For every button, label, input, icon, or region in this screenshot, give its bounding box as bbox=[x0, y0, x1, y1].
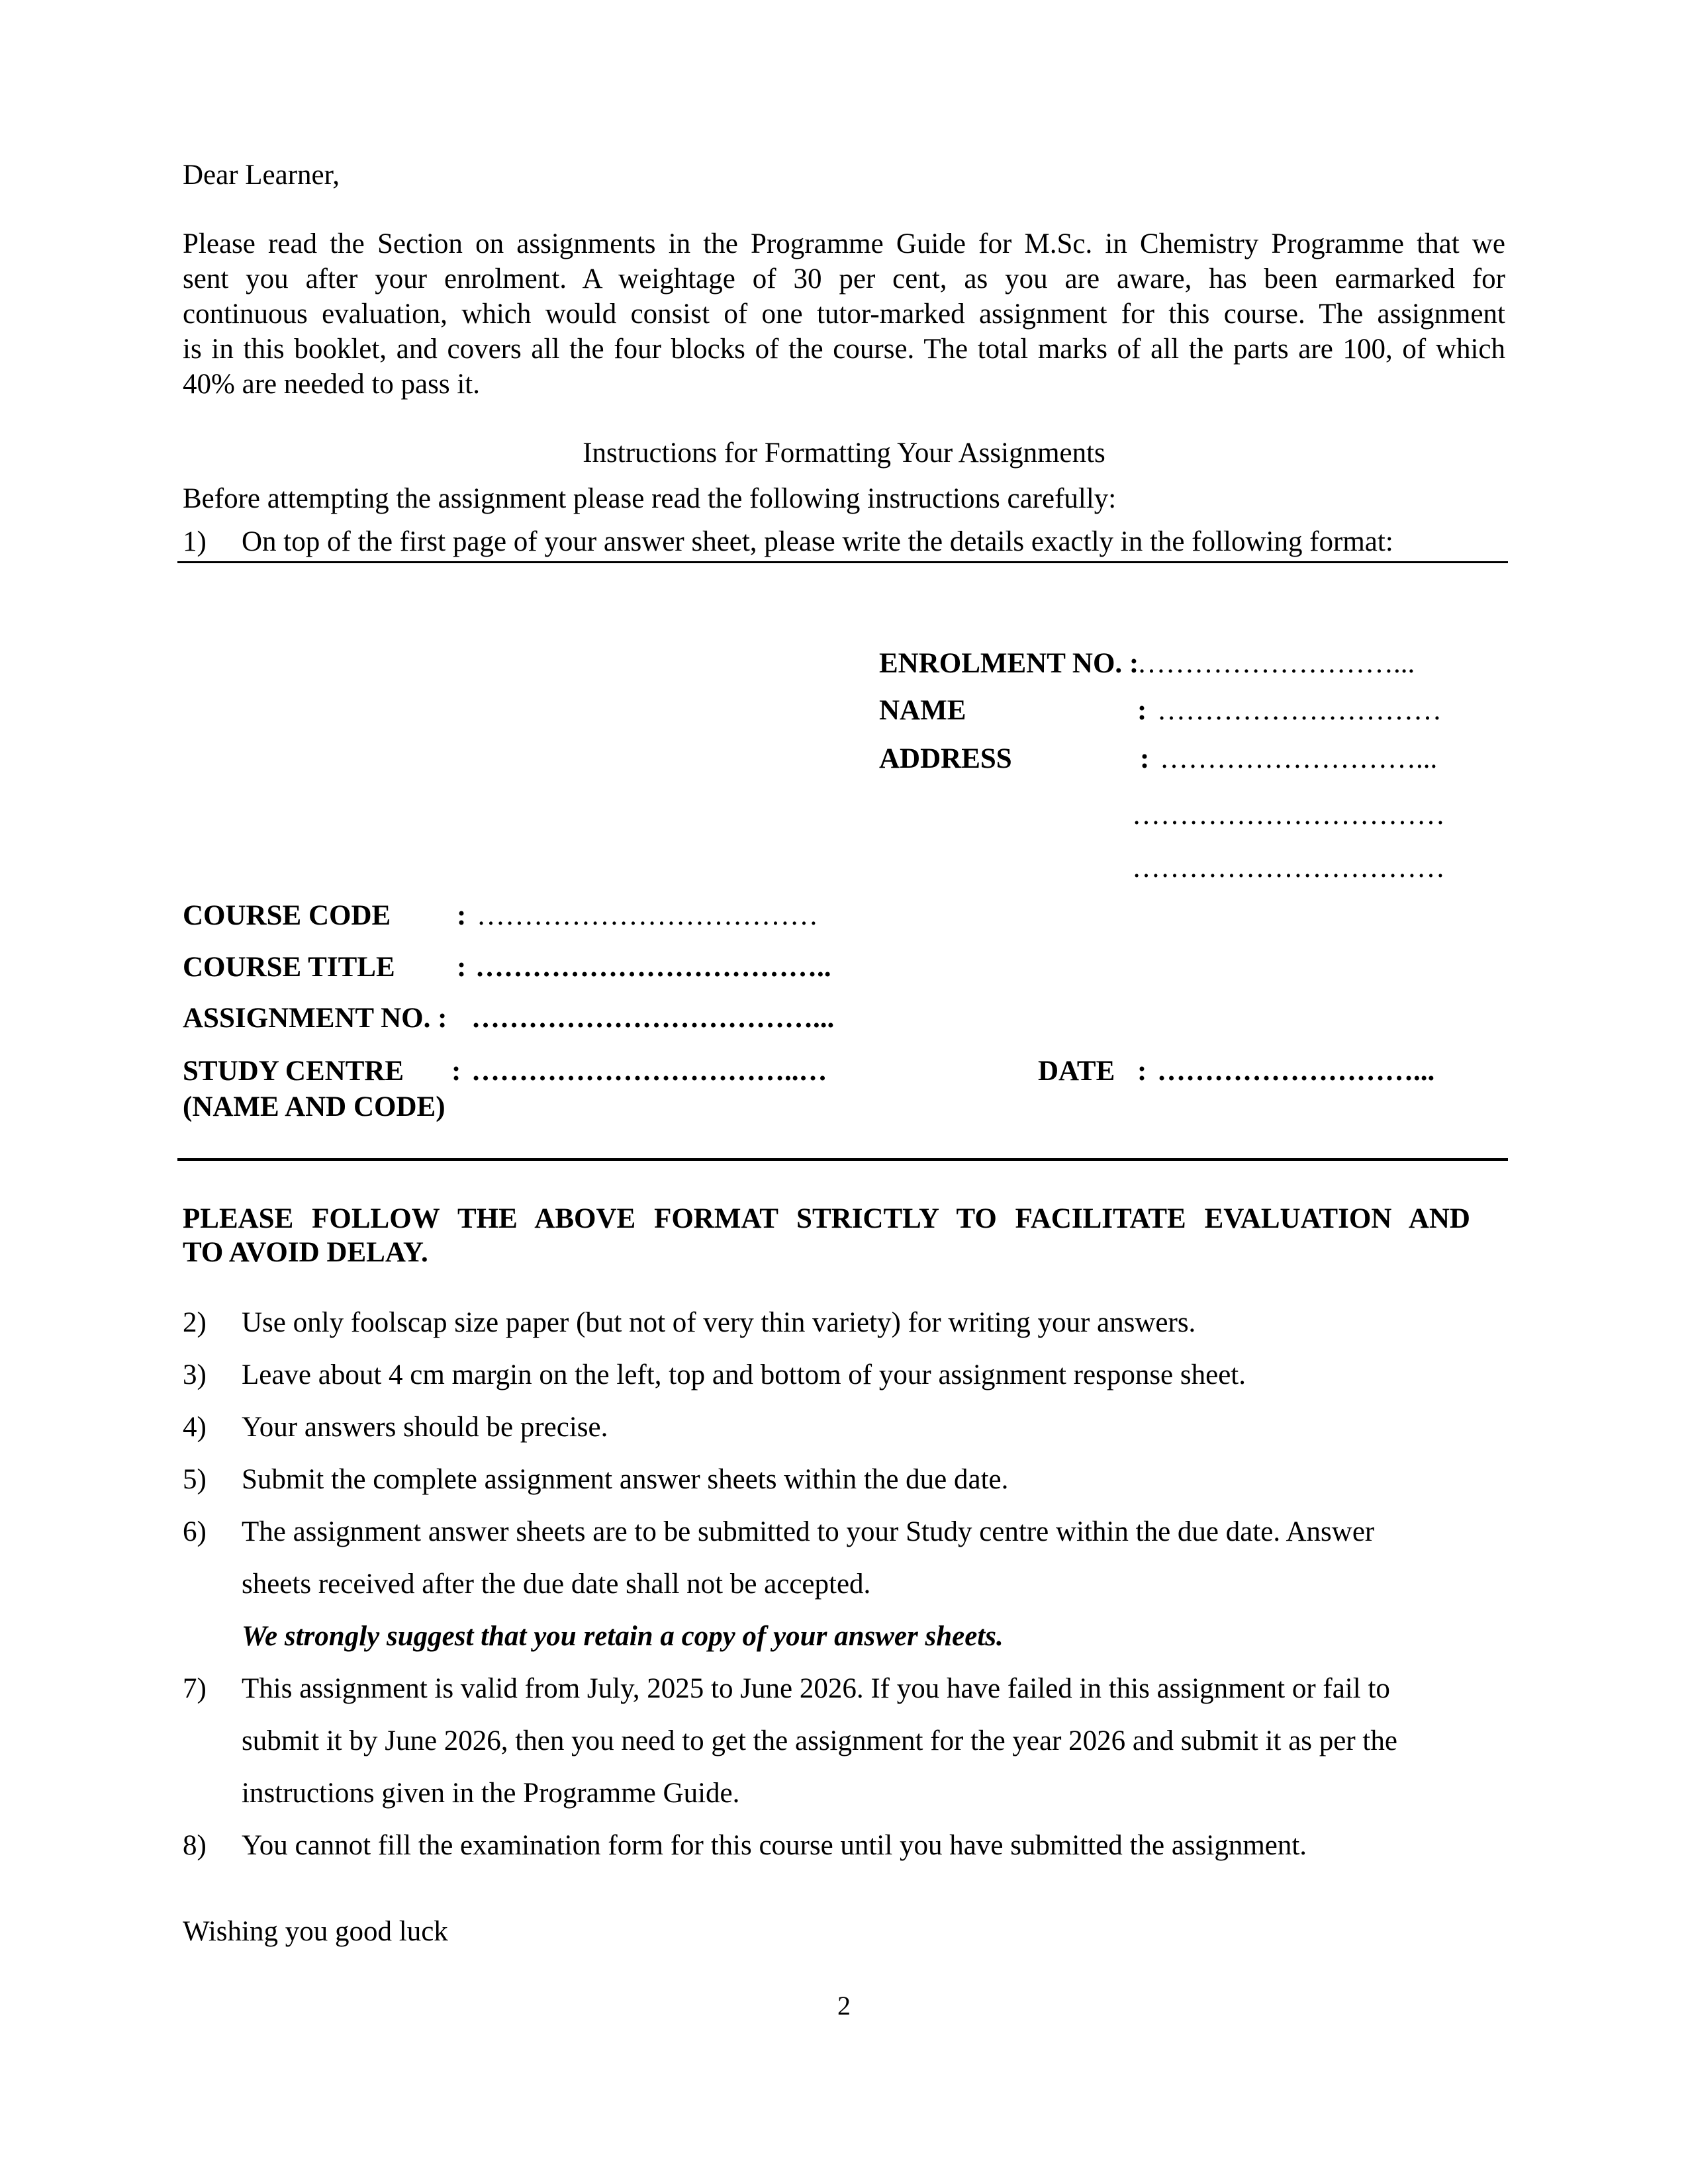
address-dots: ………………………... bbox=[1160, 743, 1438, 774]
study-centre-sep: : bbox=[451, 1056, 461, 1087]
item-2-text: Use only foolscap size paper (but not of very thin variety) for writing your answers. bbox=[242, 1307, 1196, 1338]
course-title-label: COURSE TITLE bbox=[183, 952, 395, 983]
form-bottom-rule bbox=[177, 1158, 1508, 1161]
enrolment-label: ENROLMENT NO. : bbox=[879, 648, 1139, 679]
item-2-number: 2) bbox=[183, 1307, 207, 1338]
item-6-text: The assignment answer sheets are to be submitted to your Study centre within the due date. Answer bbox=[242, 1516, 1375, 1547]
enrolment-dots: ………………………... bbox=[1137, 648, 1415, 679]
address-sep: : bbox=[1140, 743, 1150, 774]
item-6-emphasis: We strongly suggest that you retain a copy of your answer sheets. bbox=[242, 1621, 1004, 1652]
course-title-dots: ……………………………….. bbox=[475, 952, 831, 983]
item-8-number: 8) bbox=[183, 1830, 207, 1861]
date-label: DATE bbox=[1038, 1056, 1115, 1087]
item-5-number: 5) bbox=[183, 1464, 207, 1495]
assignment-no-dots: ………………………………... bbox=[471, 1003, 835, 1034]
item-5-text: Submit the complete assignment answer sheets within the due date. bbox=[242, 1464, 1009, 1495]
form-top-rule bbox=[177, 561, 1508, 563]
item-4-text: Your answers should be precise. bbox=[242, 1412, 608, 1443]
name-dots: ………………………… bbox=[1157, 695, 1442, 726]
intro-line-1: Please read the Section on assignments in the Programme Guide for M.Sc. in Chemistry Programme that we bbox=[183, 228, 1505, 259]
item-7-number: 7) bbox=[183, 1673, 207, 1704]
intro-line-3: continuous evaluation, which would consist of one tutor-marked assignment for this course. The assignment bbox=[183, 298, 1505, 330]
name-label: NAME bbox=[879, 695, 966, 726]
study-centre-dots: ……………………………..… bbox=[471, 1056, 827, 1087]
page-number: 2 bbox=[837, 1991, 851, 2021]
item-6-number: 6) bbox=[183, 1516, 207, 1547]
name-sep: : bbox=[1137, 695, 1147, 726]
intro-line-4: is in this booklet, and covers all the four blocks of the course. The total marks of all the parts are 100, of which bbox=[183, 334, 1505, 365]
instructions-heading: Instructions for Formatting Your Assignments bbox=[583, 437, 1105, 469]
date-dots: ………………………... bbox=[1157, 1056, 1435, 1087]
course-code-label: COURSE CODE bbox=[183, 900, 391, 931]
item-3-text: Leave about 4 cm margin on the left, top and bottom of your assignment response sheet. bbox=[242, 1359, 1246, 1390]
notice-line-1: PLEASE FOLLOW THE ABOVE FORMAT STRICTLY TO FACILITATE EVALUATION AND bbox=[183, 1203, 1470, 1234]
address-line-2: …………………………… bbox=[1132, 799, 1445, 831]
study-centre-sublabel: (NAME AND CODE) bbox=[183, 1091, 445, 1122]
course-code-sep: : bbox=[457, 900, 467, 931]
course-title-sep: : bbox=[457, 952, 467, 983]
address-line-3: …………………………… bbox=[1132, 852, 1445, 884]
item-7-text-line-3: instructions given in the Programme Guide. bbox=[242, 1778, 740, 1809]
assignment-no-label: ASSIGNMENT NO. : bbox=[183, 1003, 447, 1034]
instructions-lead: Before attempting the assignment please read the following instructions carefully: bbox=[183, 483, 1117, 514]
intro-line-2: sent you after your enrolment. A weightage of 30 per cent, as you are aware, has been earmarked for bbox=[183, 263, 1505, 295]
item-3-number: 3) bbox=[183, 1359, 207, 1390]
salutation: Dear Learner, bbox=[183, 159, 340, 191]
item-8-text: You cannot fill the examination form for this course until you have submitted the assignment. bbox=[242, 1830, 1307, 1861]
item-1-number: 1) bbox=[183, 526, 207, 557]
item-7-text: This assignment is valid from July, 2025 to June 2026. If you have failed in this assignment or fail to bbox=[242, 1673, 1390, 1704]
item-1-text: On top of the first page of your answer sheet, please write the details exactly in the following format: bbox=[242, 526, 1393, 557]
address-label: ADDRESS bbox=[879, 743, 1012, 774]
study-centre-label: STUDY CENTRE bbox=[183, 1056, 404, 1087]
intro-line-5: 40% are needed to pass it. bbox=[183, 369, 480, 400]
item-7-text-line-2: submit it by June 2026, then you need to get the assignment for the year 2026 and submit it as per the bbox=[242, 1725, 1397, 1756]
date-sep: : bbox=[1137, 1056, 1147, 1087]
course-code-dots: ……………………………… bbox=[477, 900, 818, 931]
closing: Wishing you good luck bbox=[183, 1916, 448, 1947]
item-4-number: 4) bbox=[183, 1412, 207, 1443]
item-6-text-line-2: sheets received after the due date shall not be accepted. bbox=[242, 1569, 871, 1600]
notice-line-2: TO AVOID DELAY. bbox=[183, 1237, 428, 1268]
